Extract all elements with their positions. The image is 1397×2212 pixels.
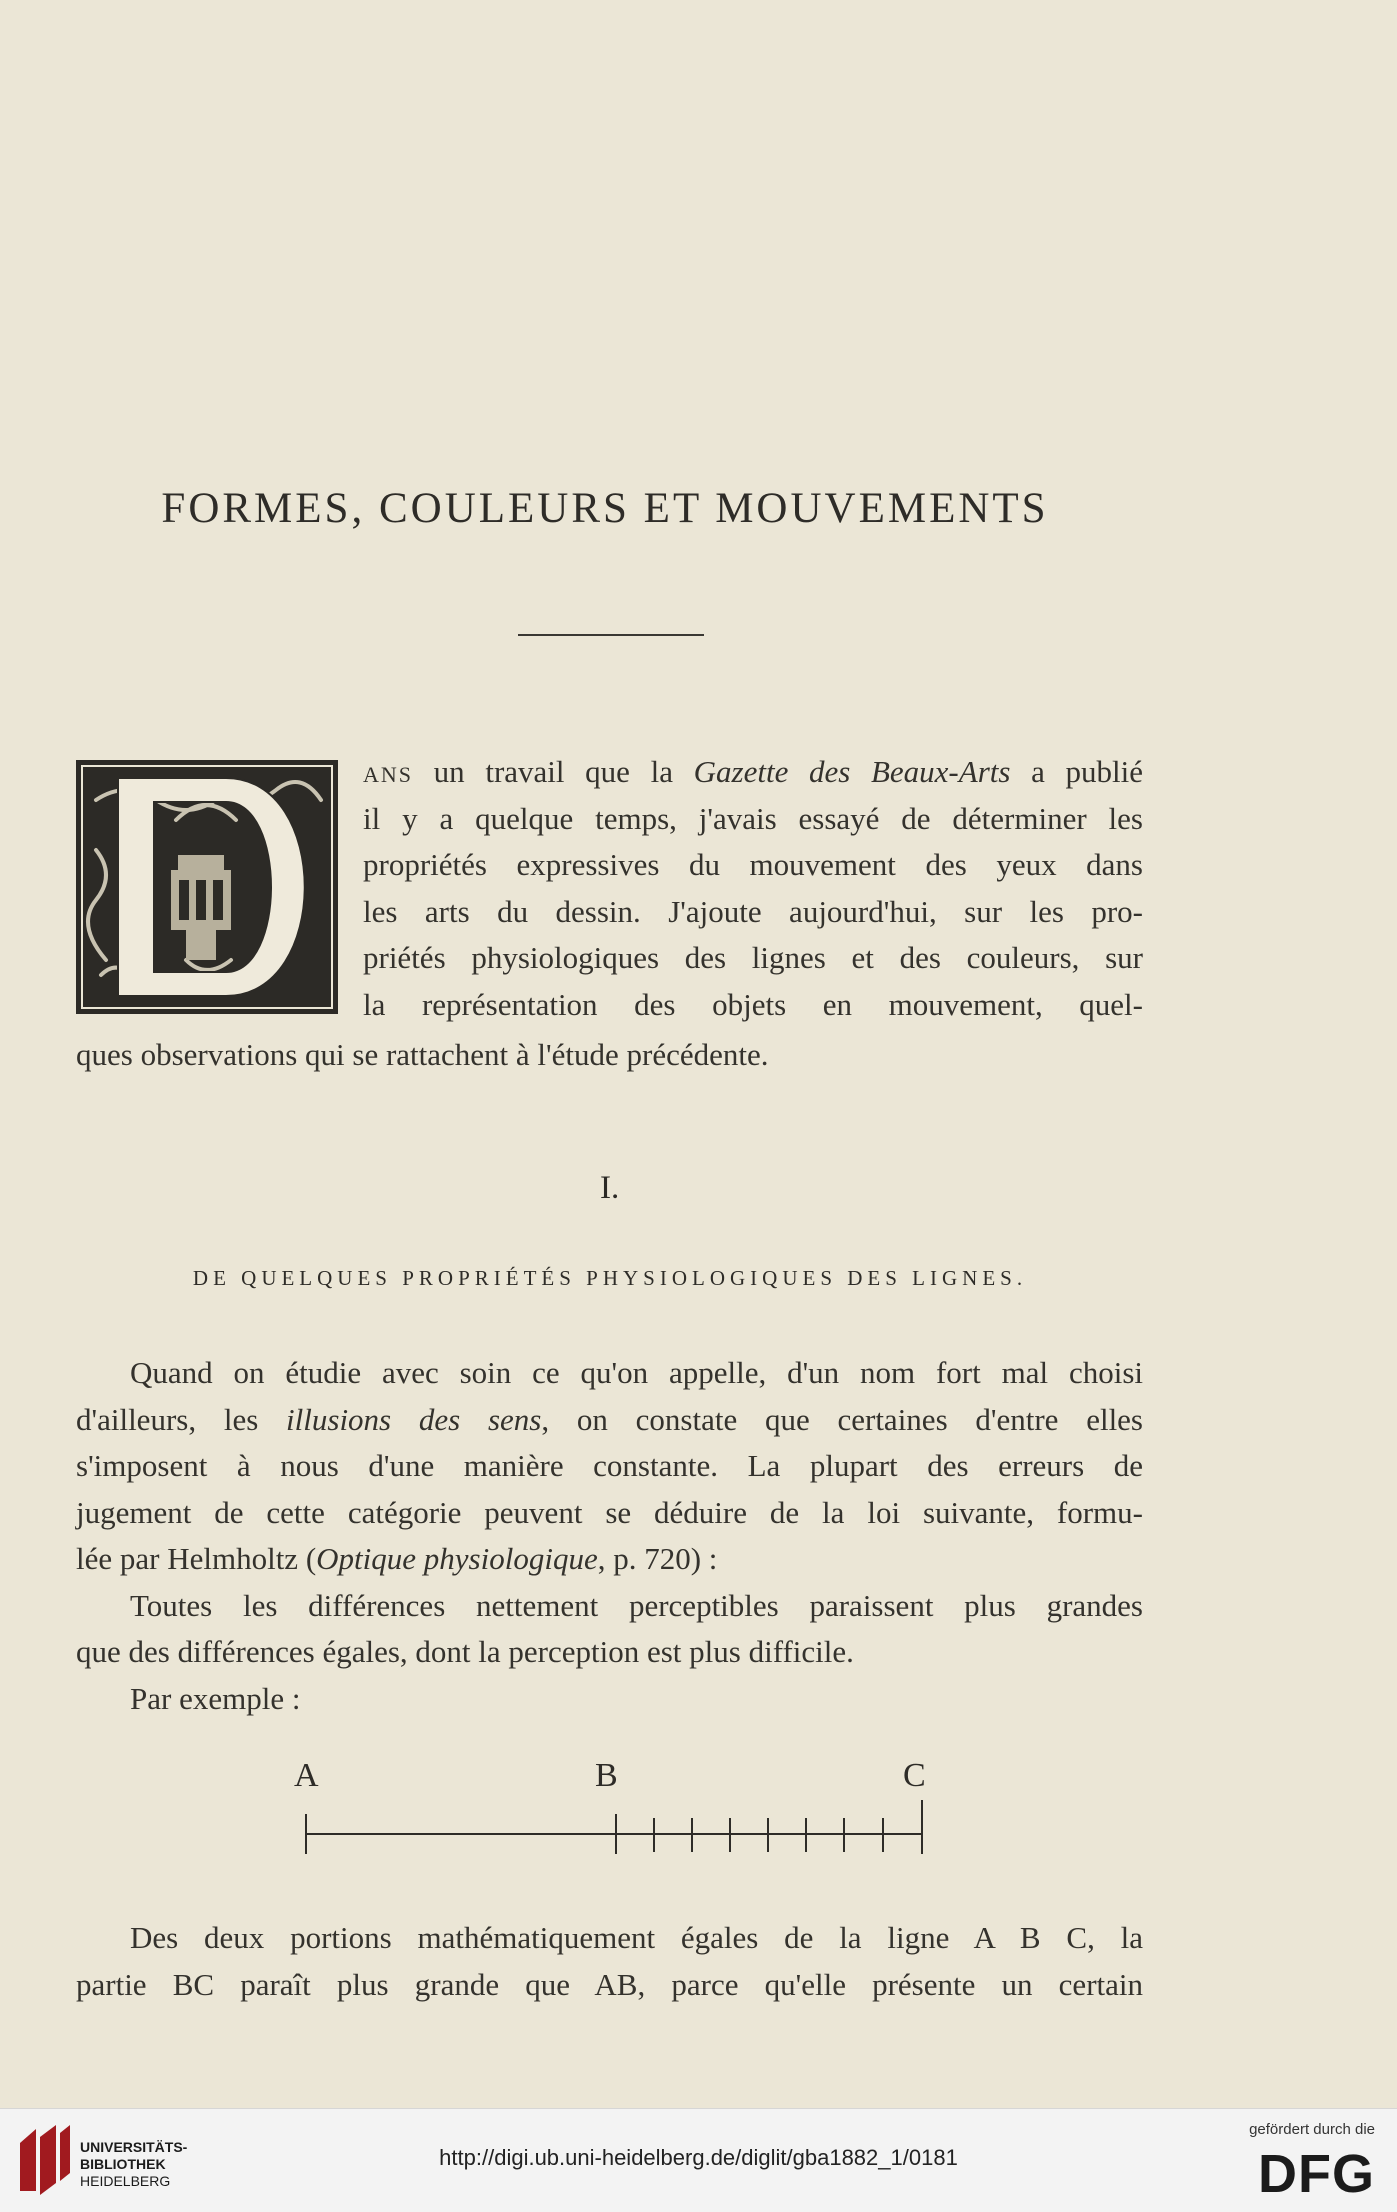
label-c: C	[903, 1757, 926, 1794]
text-line: Quand on étudie avec soin ce qu'on appelle, d'un nom fort mal choisi	[130, 1355, 1143, 1390]
viewer-footer	[0, 2108, 1397, 2212]
funding-caption: gefördert durch die	[1249, 2121, 1375, 2138]
text-line: priétés physiologiques des lignes et des couleurs, sur	[363, 940, 1143, 975]
label-a: A	[294, 1757, 319, 1794]
intro-paragraph	[363, 749, 1143, 1028]
label-b: B	[595, 1757, 618, 1794]
closing-paragraph	[76, 1915, 1143, 2008]
text-line: d'ailleurs, les illusions des sens, on constate que certaines d'entre elles	[76, 1401, 1143, 1437]
text-line: s'imposent à nous d'une manière constante. La plupart des erreurs de	[76, 1448, 1143, 1483]
text-line: partie BC paraît plus grande que AB, parce qu'elle présente un certain	[76, 1966, 1143, 2002]
text-line: la représentation des objets en mouvement, quel-	[363, 986, 1143, 1022]
book-title: Optique physiologique	[316, 1541, 598, 1576]
intro-paragraph-end	[76, 1032, 976, 1079]
line-abc-diagram	[290, 1752, 950, 1862]
text-line: il y a quelque temps, j'avais essayé de déterminer les	[363, 800, 1143, 836]
text-line: Toutes les différences nettement perceptibles paraissent plus grandes	[130, 1587, 1143, 1623]
title-rule	[518, 634, 704, 636]
text-line: jugement de cette catégorie peuvent se déduire de la loi suivante, formu-	[76, 1494, 1143, 1530]
text-line: ans un travail que la Gazette des Beaux-Arts a publié	[363, 754, 1144, 789]
text-line: lée par Helmholtz (Optique physiologique, p. 720) :	[76, 1541, 718, 1576]
section-number: I.	[600, 1170, 620, 1206]
text-line: propriétés expressives du mouvement des yeux dans	[363, 847, 1143, 882]
library-name: UNIVERSITÄTS- BIBLIOTHEK HEIDELBERG	[80, 2139, 188, 2189]
permalink-url[interactable]: http://digi.ub.uni-heidelberg.de/diglit/gba1882_1/0181	[439, 2145, 958, 2170]
text-line: ques observations qui se rattachent à l'étude précédente.	[76, 1037, 769, 1072]
journal-title: Gazette des Beaux-Arts	[693, 754, 1011, 789]
dfg-logo: DFG	[1258, 2144, 1375, 2204]
section-title: DE QUELQUES PROPRIÉTÉS PHYSIOLOGIQUES DES LIGNES.	[192, 1266, 1028, 1290]
text-line: Par exemple :	[130, 1680, 301, 1716]
body-paragraph	[76, 1350, 1143, 1722]
text-line: les arts du dessin. J'ajoute aujourd'hui, sur les pro-	[363, 893, 1143, 929]
italic-term: illusions des sens	[286, 1401, 542, 1437]
text-line: que des différences égales, dont la perception est plus difficile.	[76, 1634, 854, 1669]
text-line: Des deux portions mathématiquement égales de la ligne A B C, la	[130, 1920, 1143, 1955]
article-title: FORMES, COULEURS ET MOUVEMENTS	[161, 485, 1049, 532]
small-caps-lead: ans	[363, 754, 414, 789]
ornamental-initial-d-icon	[76, 760, 338, 1014]
